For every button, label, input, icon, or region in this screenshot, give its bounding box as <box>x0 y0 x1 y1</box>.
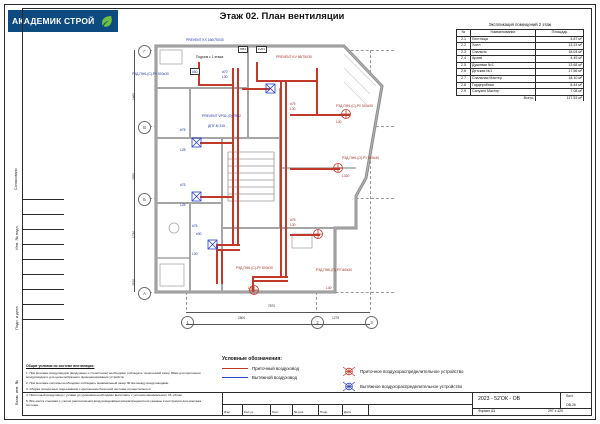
col-number: № <box>457 30 471 37</box>
axis-bubble-1: 1 <box>181 316 194 329</box>
plan-label: L25 <box>180 203 186 207</box>
label-vzam-inv: Взам. инв. № <box>14 380 19 405</box>
dimension-line-v <box>134 126 135 198</box>
exhaust-duct <box>216 249 240 251</box>
exhaust-duct <box>216 244 240 246</box>
cell-name: Санузел Мастер <box>471 89 536 96</box>
exhaust-duct <box>232 186 234 246</box>
supply-duct-branch <box>290 168 340 170</box>
sheet-number: ОВ-26 <box>566 403 576 407</box>
rev-col-ndok: № док. <box>294 410 304 414</box>
legend-label: Приточный воздуховод <box>252 366 300 371</box>
line-blue-icon <box>222 377 248 378</box>
sheet-label: Лист <box>566 394 574 398</box>
cell-number: 2.9 <box>457 89 471 96</box>
table-total-row <box>457 95 584 101</box>
cell-number: 2.4 <box>457 56 471 63</box>
label-inv-podl: Инв. № подл. <box>14 225 19 250</box>
supply-duct <box>252 276 288 278</box>
plan-label: PREVENT KV 68/75X30 <box>276 55 312 59</box>
diffuser-exhaust-icon <box>342 381 356 392</box>
plan-label: #75 <box>192 224 198 228</box>
dimension-value: 1660 <box>132 92 136 100</box>
axis-bubble-b: Б <box>138 193 151 206</box>
col-name: Наименование <box>471 30 536 37</box>
cell-number: 2.8 <box>457 82 471 89</box>
cell-number: 2.6 <box>457 69 471 76</box>
cell-name: Холл <box>471 43 536 50</box>
supply-duct <box>280 174 282 278</box>
exhaust-duct <box>232 68 234 188</box>
cell-name: Лестница <box>471 36 536 43</box>
plan-label: #70 <box>222 70 228 74</box>
cell-area: 13.23 м² <box>536 43 584 50</box>
plan-label: L40 <box>326 286 332 290</box>
line-red-icon <box>222 368 248 369</box>
plan-label: #75 <box>180 128 186 132</box>
cell-name: Гардеробная <box>471 82 536 89</box>
cell-area: 7.08 м² <box>536 89 584 96</box>
left-stamp-grid <box>22 185 64 335</box>
stamp-row <box>22 215 64 230</box>
stamp-row <box>22 185 64 200</box>
label-podp-data: Подп. и дата <box>14 306 19 330</box>
tag-lv01: LV01 <box>258 47 265 52</box>
cell-name: Душевая №1 <box>471 62 536 69</box>
cell-area: 17.56 м² <box>536 69 584 76</box>
cell-name: Спальная Мастер <box>471 75 536 82</box>
plan-label: PREVENT KX 160/75X30 <box>186 38 224 42</box>
exhaust-duct-branch <box>200 142 234 144</box>
note-item: 2. При монтаже системы необходимо соблюдать минимальный зазор 30 мм между воздуховодами. <box>26 381 170 386</box>
exhaust-duct <box>216 244 218 284</box>
plan-label: РЗД-ПНК-(С)-РУ 500х30 <box>336 104 373 108</box>
cell-number: 2.5 <box>457 62 471 69</box>
note-item: 3. Сборка поперечных подъемников с креплением балочной системы осуществляется. <box>26 386 152 391</box>
title-block-top-rule <box>22 392 592 393</box>
legend-label: Приточное воздухораспределительное устройство <box>360 369 464 374</box>
col-area: Площадь <box>536 30 584 37</box>
plan-label: #50 <box>192 69 198 74</box>
total-value: 117.53 м² <box>536 95 584 101</box>
supply-duct-branch <box>290 114 350 116</box>
supply-duct-branch <box>316 68 318 116</box>
axis-bubble-3: 3 <box>365 316 378 329</box>
plan-label: Подъем с 1 этажа <box>196 55 224 59</box>
plan-label: #75 <box>290 218 296 222</box>
plan-label: РЗД-ПНК-(С)-РУ 800х30 <box>236 266 273 270</box>
dimension-line-total <box>186 312 370 313</box>
cell-area: 18.04 м² <box>536 49 584 56</box>
notes-title: Общие условия по системе вентиляции: <box>26 364 95 368</box>
axis-bubble-2: 2 <box>311 316 324 329</box>
dimension-value: 2550 <box>132 172 136 180</box>
plan-label: ДПУ-М 315 <box>208 124 225 128</box>
stamp-row <box>22 260 64 275</box>
stamp-row <box>22 305 64 320</box>
exhaust-duct <box>198 84 234 86</box>
cell-number: 2.1 <box>457 36 471 43</box>
company-name: АКАДЕМИК СТРОЙ <box>12 16 95 26</box>
dimension-total-value: 7870 <box>268 304 276 308</box>
stamp-row <box>22 320 64 335</box>
exhaust-duct-branch <box>242 88 270 90</box>
tag-pv1: ПВ1 <box>240 47 247 52</box>
plan-label: PREVENT VP32-(О)/75X2 <box>202 114 241 118</box>
rev-col-izm: Изм. <box>224 410 231 414</box>
legend-title: Условные обозначения: <box>222 356 282 362</box>
legend-label: Вытяжное воздухораспределительное устройство <box>360 384 463 389</box>
diffuser-supply-icon <box>342 366 356 377</box>
title-block-left-rule <box>472 392 473 416</box>
axis-bubble-v: В <box>138 121 151 134</box>
spacer-cell <box>457 95 471 101</box>
plan-label: РЗД-ПНК-(О)-РУ 500х30 <box>342 156 380 160</box>
room-explication-table <box>456 22 584 101</box>
floor-plan <box>130 28 450 328</box>
rev-col-data: Дата <box>344 410 351 414</box>
exhaust-duct <box>221 249 223 284</box>
note-item: 4. Приточный воздуховод с узлами до уровня/на необходимо выполнять с уклоном минимального 15–20 мм. <box>26 392 183 397</box>
cell-area: 13.68 м² <box>536 62 584 69</box>
cell-area: 4.45 м² <box>536 56 584 63</box>
plan-label: РЗД-ПHК-(С)-РУ 500х30 <box>132 72 169 76</box>
dimension-line-v <box>134 50 135 126</box>
general-notes <box>26 364 211 409</box>
company-logo <box>8 10 118 32</box>
page-title: Этаж 02. План вентиляции <box>219 11 345 22</box>
rev-col-koluch: Кол.уч. <box>244 410 255 414</box>
project-code: 2023 - 52'ОК - ОВ <box>478 396 521 402</box>
cell-number: 2.3 <box>457 49 471 56</box>
cell-name: Архив <box>471 56 536 63</box>
cell-name: Спальня <box>471 49 536 56</box>
axis-bubble-g: Г <box>138 45 151 58</box>
revision-table <box>222 404 470 416</box>
exhaust-duct <box>237 186 239 246</box>
plan-label: L80 <box>248 286 254 290</box>
rev-col-podp: Подп. <box>320 410 329 414</box>
dimension-line <box>316 324 370 325</box>
cell-area: 4.87 м² <box>536 36 584 43</box>
legend-item-supply-device <box>342 366 470 377</box>
label-soglasovano: Согласовано <box>14 168 18 190</box>
stamp-row <box>22 200 64 215</box>
legend-item-exhaust-device <box>342 381 470 392</box>
format-label: Формат A3 <box>478 409 496 413</box>
exhaust-duct-branch <box>200 196 234 198</box>
rev-col-list: Лист <box>272 410 279 414</box>
stamp-row <box>22 245 64 260</box>
legend-item-exhaust <box>222 375 342 380</box>
cell-area: 18.10 м² <box>536 75 584 82</box>
supply-duct <box>256 62 258 82</box>
stamp-row <box>22 275 64 290</box>
paper-size-label: 297 х 420 <box>548 409 563 413</box>
plan-label: L30 <box>290 107 296 111</box>
note-item: 1. При монтаже воздуховодов (воздушных и стен/стенок) необходимо соблюдать технический зазор 30мм для крепления воздуховодов и для целесообразного функционирования устройств. <box>26 370 201 380</box>
plan-label: L30 <box>222 75 228 79</box>
building-outline <box>130 28 450 328</box>
plan-label: L25 <box>180 148 186 152</box>
cell-name: Детская №1 <box>471 69 536 76</box>
plan-label: L30 <box>290 223 296 227</box>
cell-area: 8.44 м² <box>536 82 584 89</box>
dimension-value: 2150 <box>132 278 136 286</box>
legend <box>222 356 472 396</box>
table-caption: Экспликация помещений 2 этаж <box>488 22 552 27</box>
dimension-line <box>186 324 316 325</box>
plan-label: #75 <box>180 183 186 187</box>
plan-label: L320 <box>342 174 350 178</box>
stamp-row <box>22 230 64 245</box>
exhaust-duct <box>237 68 239 188</box>
supply-duct-branch <box>290 234 320 236</box>
stamp-row <box>22 290 64 305</box>
leaf-icon <box>99 14 113 28</box>
legend-label: Вытяжной воздуховод <box>252 375 298 380</box>
plan-label: #75 <box>290 102 296 106</box>
note-item: 5. Все места стыковки с учетом расположения воздуховодов/вентилераспределителя указаны в инструкции для монтажа системы. <box>26 398 202 408</box>
plan-label: #30 <box>196 232 202 236</box>
plan-label: РЗД-ПНК-(П)-РУ160х30 <box>316 268 352 272</box>
sheet-rule <box>560 392 561 408</box>
plan-label: L40 <box>336 120 342 124</box>
axis-bubble-a: А <box>138 287 151 300</box>
dimension-value: 2800 <box>238 316 246 320</box>
supply-duct <box>252 280 288 282</box>
legend-item-supply <box>222 366 342 371</box>
supply-duct <box>280 80 282 176</box>
dimension-value: 1730 <box>132 230 136 238</box>
cell-number: 2.7 <box>457 75 471 82</box>
plan-label: L30 <box>192 252 198 256</box>
total-label: Всего: <box>471 95 536 101</box>
cell-number: 2.2 <box>457 43 471 50</box>
supply-duct <box>285 80 287 176</box>
supply-duct <box>285 174 287 278</box>
dimension-value: 1275 <box>332 316 340 320</box>
